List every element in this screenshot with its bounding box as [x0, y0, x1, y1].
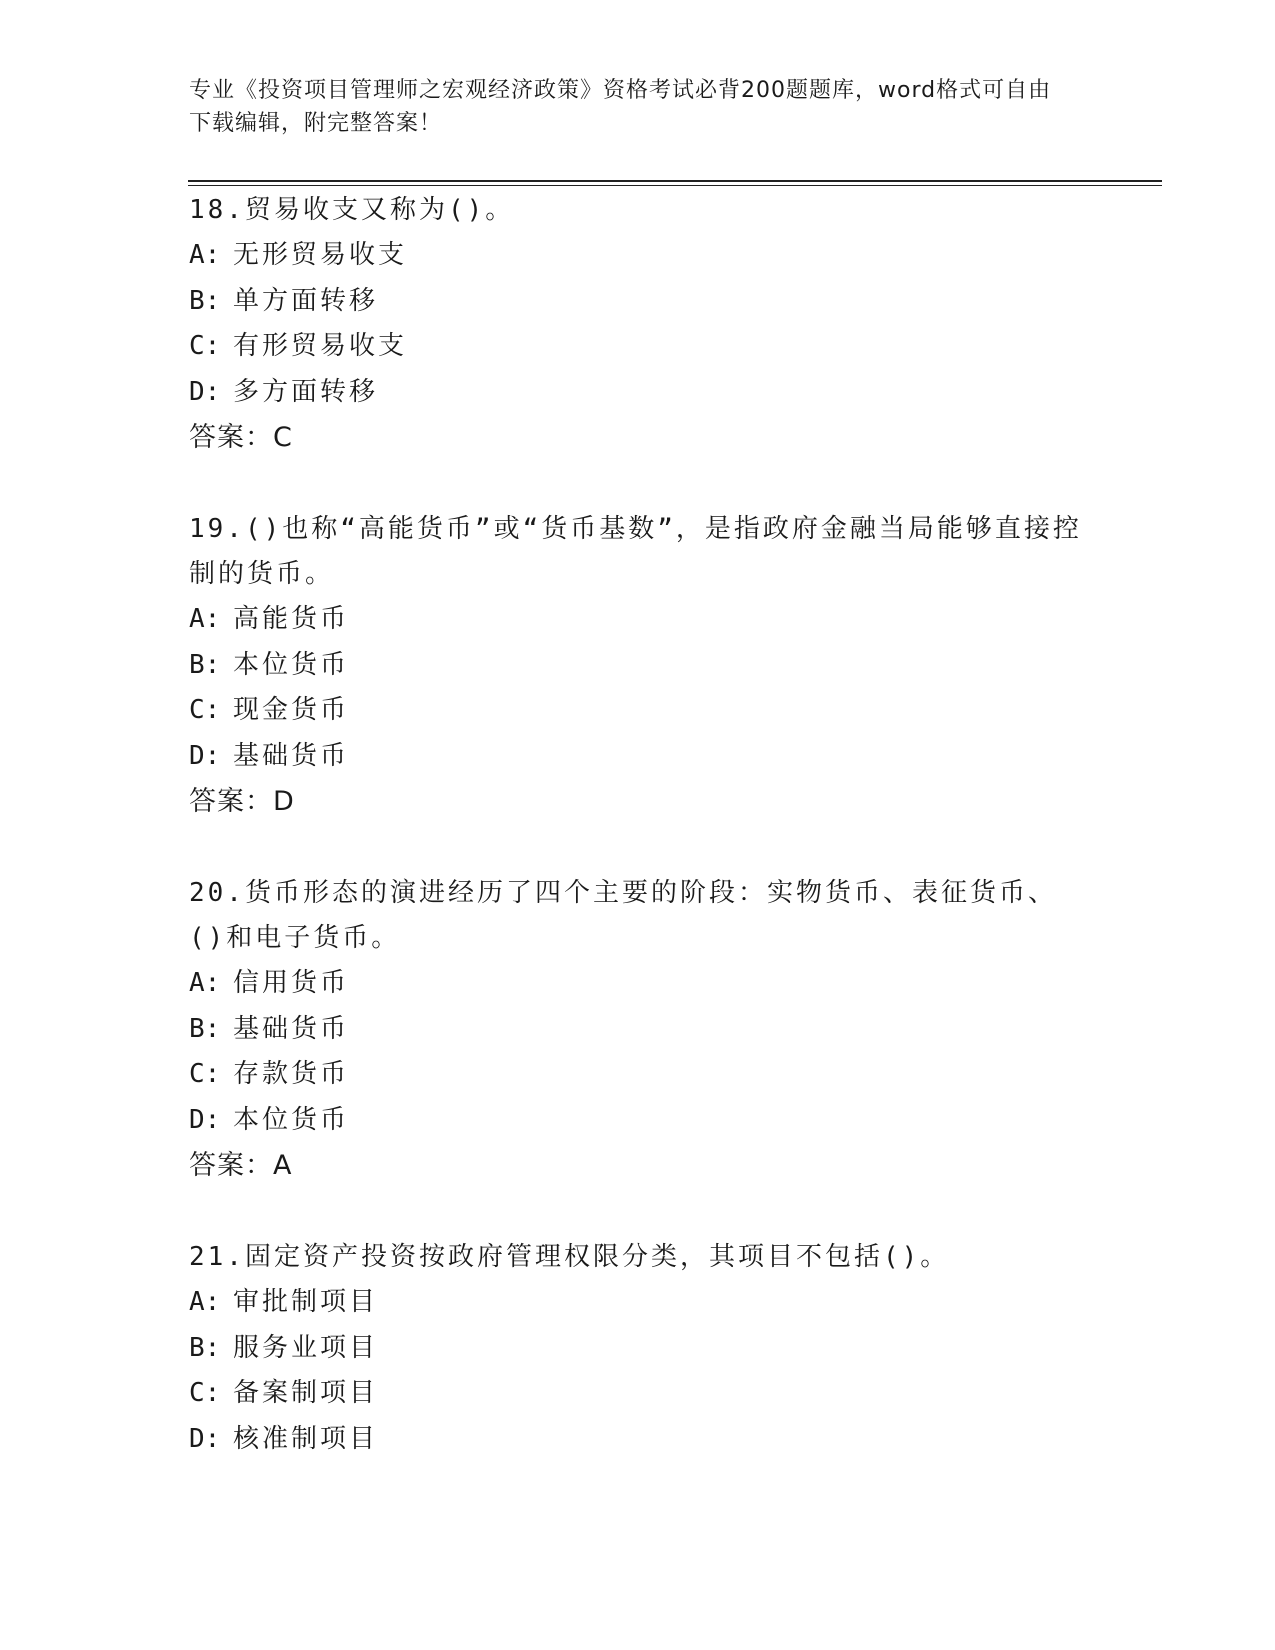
- option-key: B:: [189, 285, 221, 316]
- option-a: [189, 233, 1089, 279]
- option-text: 有形贸易收支: [233, 331, 408, 361]
- question-stem: 20.货币形态的演进经历了四个主要的阶段：实物货币、表征货币、()和电子货币。: [189, 878, 1057, 953]
- option-text: 多方面转移: [233, 376, 379, 407]
- option-key: D:: [189, 740, 221, 771]
- question-21: [189, 1235, 1089, 1462]
- option-a: [189, 1280, 1089, 1326]
- option-c: [189, 324, 1089, 370]
- option-text: 单方面转移: [233, 285, 379, 316]
- option-text: 无形贸易收支: [233, 240, 408, 270]
- option-d: [189, 1098, 1089, 1144]
- option-key: A:: [189, 968, 221, 998]
- option-key: D:: [189, 1104, 221, 1135]
- option-b: [189, 1007, 1089, 1053]
- option-key: B:: [189, 1013, 221, 1044]
- option-key: B:: [189, 649, 221, 680]
- option-a: [189, 597, 1089, 643]
- option-text: 核准制项目: [233, 1423, 379, 1454]
- answer-line: 答案：C: [189, 422, 293, 453]
- option-text: 现金货币: [233, 695, 350, 725]
- option-c: [189, 1371, 1089, 1417]
- option-text: 信用货币: [233, 968, 350, 998]
- answer-line: 答案：D: [189, 786, 295, 817]
- option-text: 基础货币: [233, 740, 350, 771]
- option-d: [189, 1417, 1089, 1463]
- question-20: [189, 871, 1089, 1189]
- document-header: 专业《投资项目管理师之宏观经济政策》资格考试必背200题题库，word格式可自由下载编辑，附完整答案！: [189, 78, 1052, 136]
- option-text: 审批制项目: [233, 1287, 379, 1317]
- option-key: B:: [189, 1332, 221, 1363]
- option-b: [189, 643, 1089, 689]
- option-text: 本位货币: [233, 649, 350, 680]
- question-list: [189, 188, 1089, 1508]
- question-stem: 18.贸易收支又称为()。: [189, 195, 515, 225]
- option-key: D:: [189, 376, 221, 407]
- option-b: [189, 1326, 1089, 1372]
- answer-line: 答案：A: [189, 1150, 293, 1181]
- option-key: C:: [189, 331, 221, 361]
- option-key: A:: [189, 240, 221, 270]
- option-text: 备案制项目: [233, 1378, 379, 1408]
- option-b: [189, 279, 1089, 325]
- option-a: [189, 961, 1089, 1007]
- option-text: 服务业项目: [233, 1332, 379, 1363]
- option-c: [189, 1052, 1089, 1098]
- option-key: C:: [189, 695, 221, 725]
- option-key: C:: [189, 1059, 221, 1089]
- option-d: [189, 734, 1089, 780]
- question-19: [189, 507, 1089, 825]
- option-key: D:: [189, 1423, 221, 1454]
- option-text: 本位货币: [233, 1104, 350, 1135]
- header-divider: [188, 180, 1162, 186]
- question-stem: 19.()也称“高能货币”或“货币基数”，是指政府金融当局能够直接控制的货币。: [189, 514, 1082, 589]
- option-key: C:: [189, 1378, 221, 1408]
- option-c: [189, 688, 1089, 734]
- option-text: 高能货币: [233, 604, 350, 634]
- option-text: 存款货币: [233, 1059, 350, 1089]
- question-stem: 21.固定资产投资按政府管理权限分类，其项目不包括()。: [189, 1242, 950, 1272]
- option-text: 基础货币: [233, 1013, 350, 1044]
- option-key: A:: [189, 1287, 221, 1317]
- option-key: A:: [189, 604, 221, 634]
- option-d: [189, 370, 1089, 416]
- question-18: [189, 188, 1089, 461]
